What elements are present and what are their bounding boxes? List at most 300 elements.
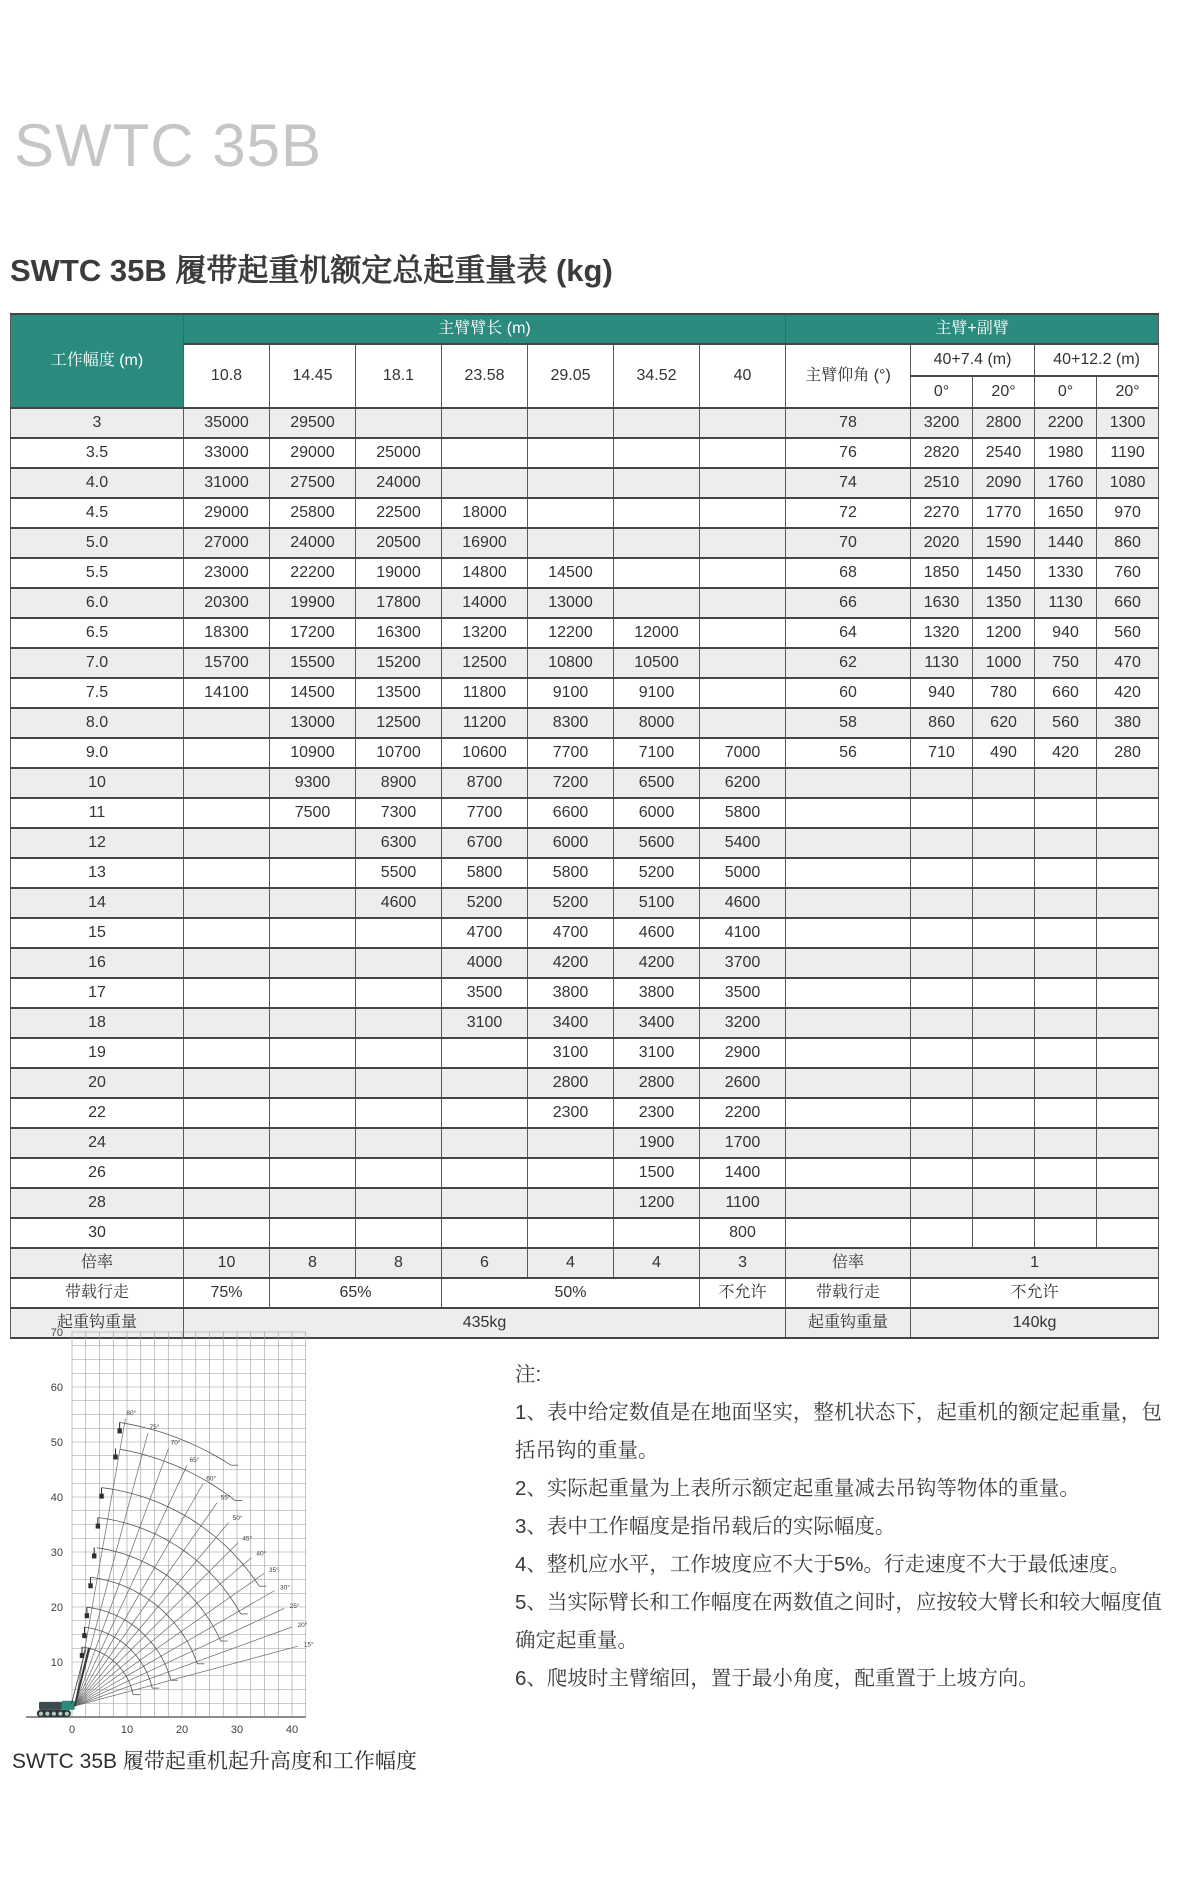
load-cell	[184, 858, 270, 888]
radius-cell: 12	[11, 828, 184, 858]
load-cell	[911, 858, 973, 888]
load-cell: 420	[1097, 678, 1159, 708]
radius-cell: 6.5	[11, 618, 184, 648]
load-cell: 660	[1035, 678, 1097, 708]
table-row	[11, 948, 1159, 978]
load-cell	[442, 1128, 528, 1158]
radius-cell: 11	[11, 798, 184, 828]
ratio-cell: 4	[528, 1248, 614, 1278]
load-cell	[442, 468, 528, 498]
load-cell: 560	[1035, 708, 1097, 738]
y-tick-label: 50	[50, 1437, 63, 1449]
load-cell	[614, 588, 700, 618]
load-cell: 6300	[356, 828, 442, 858]
load-cell	[614, 468, 700, 498]
load-cell: 750	[1035, 648, 1097, 678]
angle-cell	[786, 858, 911, 888]
load-cell: 710	[911, 738, 973, 768]
jib-group-header: 主臂+副臂	[786, 314, 1159, 344]
load-cell: 18300	[184, 618, 270, 648]
boom-angle-label: 35°	[268, 1567, 279, 1575]
boom-angle-line	[75, 1627, 292, 1706]
load-cell	[442, 1098, 528, 1128]
load-cell: 5500	[356, 858, 442, 888]
load-cell	[1035, 1098, 1097, 1128]
load-cell	[356, 918, 442, 948]
load-cell	[700, 558, 786, 588]
load-cell: 18000	[442, 498, 528, 528]
load-cell	[614, 1218, 700, 1248]
note-item: 6、爬坡时主臂缩回，置于最小角度，配重置于上坡方向。	[515, 1667, 1039, 1690]
load-cell: 2090	[973, 468, 1035, 498]
boom-angle-label: 50°	[232, 1514, 243, 1522]
load-cell	[1097, 1158, 1159, 1188]
load-cell	[356, 1038, 442, 1068]
radius-cell: 3.5	[11, 438, 184, 468]
load-cell: 12200	[528, 618, 614, 648]
angle-cell	[786, 1098, 911, 1128]
load-cell: 31000	[184, 468, 270, 498]
load-cell	[700, 648, 786, 678]
load-cell	[1035, 828, 1097, 858]
load-cell	[270, 948, 356, 978]
note-item: 5、当实际臂长和工作幅度在两数值之间时，应按较大臂长和较大幅度值确定起重量。	[515, 1591, 1162, 1652]
hook-icon	[99, 1494, 103, 1499]
angle-cell: 78	[786, 408, 911, 438]
load-cell	[184, 1008, 270, 1038]
load-cell	[356, 1008, 442, 1038]
jib-config-header: 40+12.2 (m)	[1035, 344, 1159, 376]
angle-cell: 60	[786, 678, 911, 708]
load-cell: 5100	[614, 888, 700, 918]
crane-wheel	[65, 1712, 69, 1716]
load-cell	[184, 1038, 270, 1068]
crane-wheel	[45, 1712, 49, 1716]
load-cell	[973, 948, 1035, 978]
load-cell: 5600	[614, 828, 700, 858]
load-cell: 7000	[700, 738, 786, 768]
load-cell	[911, 768, 973, 798]
load-cell: 1400	[700, 1158, 786, 1188]
load-cell: 13000	[528, 588, 614, 618]
load-cell	[1097, 1068, 1159, 1098]
load-cell	[1035, 948, 1097, 978]
load-cell: 2800	[528, 1068, 614, 1098]
load-cell: 5800	[700, 798, 786, 828]
load-cell	[1097, 858, 1159, 888]
load-cell: 17200	[270, 618, 356, 648]
load-cell: 490	[973, 738, 1035, 768]
load-cell: 15200	[356, 648, 442, 678]
crane-cab	[62, 1701, 75, 1710]
load-cell	[184, 738, 270, 768]
load-cell: 35000	[184, 408, 270, 438]
y-tick-label: 40	[50, 1492, 63, 1504]
load-cell: 3400	[614, 1008, 700, 1038]
load-cell	[1097, 798, 1159, 828]
travel-row	[11, 1278, 1159, 1308]
load-cell	[911, 978, 973, 1008]
radius-cell: 7.5	[11, 678, 184, 708]
boom-angle-label: 70°	[170, 1439, 181, 1447]
radius-cell: 17	[11, 978, 184, 1008]
radius-cell: 4.0	[11, 468, 184, 498]
load-cell	[442, 1038, 528, 1068]
load-cell: 1450	[973, 558, 1035, 588]
angle-cell: 62	[786, 648, 911, 678]
load-cell	[184, 1218, 270, 1248]
angle-cell: 76	[786, 438, 911, 468]
load-cell	[442, 408, 528, 438]
load-cell	[973, 828, 1035, 858]
radius-cell: 15	[11, 918, 184, 948]
load-cell: 11200	[442, 708, 528, 738]
y-tick-label: 30	[50, 1547, 63, 1559]
load-cell: 29000	[184, 498, 270, 528]
load-cell: 940	[911, 678, 973, 708]
load-cell: 8000	[614, 708, 700, 738]
load-cell: 380	[1097, 708, 1159, 738]
radius-cell: 19	[11, 1038, 184, 1068]
ratio-cell: 6	[442, 1248, 528, 1278]
table-row	[11, 828, 1159, 858]
load-cell: 3500	[442, 978, 528, 1008]
note-item: 2、实际起重量为上表所示额定起重量减去吊钩等物体的重量。	[515, 1477, 1080, 1500]
load-cell	[528, 438, 614, 468]
angle-cell: 70	[786, 528, 911, 558]
angle-cell	[786, 1068, 911, 1098]
load-cell: 1080	[1097, 468, 1159, 498]
boom-angle-label: 40°	[256, 1550, 267, 1558]
load-cell: 2200	[1035, 408, 1097, 438]
load-cell	[356, 1158, 442, 1188]
working-range-chart	[10, 1305, 470, 1743]
load-cell: 2300	[614, 1098, 700, 1128]
load-cell: 280	[1097, 738, 1159, 768]
load-cell	[1035, 918, 1097, 948]
load-cell	[973, 1098, 1035, 1128]
load-cell	[528, 468, 614, 498]
load-cell	[270, 1188, 356, 1218]
boom-length-header: 40	[700, 344, 786, 408]
load-cell: 7700	[442, 798, 528, 828]
load-cell	[1035, 1008, 1097, 1038]
load-cell	[528, 1128, 614, 1158]
load-cell: 7500	[270, 798, 356, 828]
load-cell	[1097, 1038, 1159, 1068]
load-cell	[356, 1188, 442, 1218]
ratio-label-right: 倍率	[786, 1248, 911, 1278]
load-cell: 6500	[614, 768, 700, 798]
note-item: 3、表中工作幅度是指吊载后的实际幅度。	[515, 1515, 896, 1538]
load-cell: 2900	[700, 1038, 786, 1068]
load-cell: 23000	[184, 558, 270, 588]
load-cell: 420	[1035, 738, 1097, 768]
load-cell	[973, 888, 1035, 918]
load-cell: 8900	[356, 768, 442, 798]
load-cell: 13200	[442, 618, 528, 648]
load-cell: 10900	[270, 738, 356, 768]
load-cell: 5200	[442, 888, 528, 918]
note-item: 1、表中给定数值是在地面坚实，整机状态下，起重机的额定起重量，包括吊钩的重量。	[515, 1401, 1162, 1462]
load-cell: 3800	[614, 978, 700, 1008]
load-cell: 1350	[973, 588, 1035, 618]
boom-length-header: 34.52	[614, 344, 700, 408]
table-row	[11, 1218, 1159, 1248]
load-cell	[973, 1008, 1035, 1038]
load-cell: 17800	[356, 588, 442, 618]
table-row	[11, 618, 1159, 648]
load-cell: 4100	[700, 918, 786, 948]
load-cell: 2510	[911, 468, 973, 498]
table-row	[11, 678, 1159, 708]
crane-body	[39, 1702, 62, 1710]
radius-cell: 30	[11, 1218, 184, 1248]
load-cell: 800	[700, 1218, 786, 1248]
boom-angle-header: 主臂仰角 (°)	[786, 344, 911, 408]
load-cell: 1760	[1035, 468, 1097, 498]
table-row	[11, 768, 1159, 798]
load-cell: 16300	[356, 618, 442, 648]
travel-cell-right: 不允许	[911, 1278, 1159, 1308]
load-cell: 7300	[356, 798, 442, 828]
load-cell	[973, 858, 1035, 888]
load-cell: 29500	[270, 408, 356, 438]
load-cell: 12500	[356, 708, 442, 738]
ratio-cell: 8	[356, 1248, 442, 1278]
table-row	[11, 978, 1159, 1008]
radius-cell: 14	[11, 888, 184, 918]
ratio-cell: 8	[270, 1248, 356, 1278]
table-row	[11, 1188, 1159, 1218]
y-tick-label: 70	[50, 1327, 63, 1339]
load-cell: 2800	[973, 408, 1035, 438]
load-cell: 24000	[270, 528, 356, 558]
table-row	[11, 858, 1159, 888]
load-cell	[356, 408, 442, 438]
load-cell: 5800	[528, 858, 614, 888]
load-cell	[184, 1158, 270, 1188]
model-watermark: SWTC 35B	[14, 112, 323, 179]
x-tick-label: 40	[285, 1724, 299, 1736]
notes	[515, 1356, 1170, 1698]
load-cell: 3100	[442, 1008, 528, 1038]
table-row	[11, 918, 1159, 948]
load-cell: 3100	[528, 1038, 614, 1068]
radius-cell: 18	[11, 1008, 184, 1038]
load-cell: 1440	[1035, 528, 1097, 558]
load-cell	[614, 408, 700, 438]
load-cell	[442, 438, 528, 468]
hook-icon	[117, 1428, 121, 1433]
load-cell	[270, 858, 356, 888]
load-cell	[1035, 1218, 1097, 1248]
load-cell	[1097, 828, 1159, 858]
load-cell: 1190	[1097, 438, 1159, 468]
load-cell	[973, 1068, 1035, 1098]
load-cell: 1200	[614, 1188, 700, 1218]
load-cell: 470	[1097, 648, 1159, 678]
load-cell	[184, 918, 270, 948]
radius-header: 工作幅度 (m)	[11, 314, 184, 408]
load-cell: 4200	[528, 948, 614, 978]
load-cell: 1650	[1035, 498, 1097, 528]
load-cell: 1000	[973, 648, 1035, 678]
load-cell: 760	[1097, 558, 1159, 588]
table-row	[11, 408, 1159, 438]
load-cell	[270, 978, 356, 1008]
load-cell: 9100	[528, 678, 614, 708]
load-cell: 14100	[184, 678, 270, 708]
angle-cell: 66	[786, 588, 911, 618]
load-cell: 1980	[1035, 438, 1097, 468]
load-cell	[184, 1188, 270, 1218]
load-cell: 4200	[614, 948, 700, 978]
travel-cell: 75%	[184, 1278, 270, 1308]
radius-cell: 7.0	[11, 648, 184, 678]
table-row	[11, 888, 1159, 918]
angle-cell: 64	[786, 618, 911, 648]
load-cell: 7700	[528, 738, 614, 768]
load-cell	[700, 588, 786, 618]
load-cell	[614, 438, 700, 468]
load-cell: 24000	[356, 468, 442, 498]
travel-label-right: 带载行走	[786, 1278, 911, 1308]
load-cell	[973, 798, 1035, 828]
hook-cell-right: 140kg	[911, 1308, 1159, 1338]
load-cell: 1100	[700, 1188, 786, 1218]
load-cell: 6000	[614, 798, 700, 828]
boom-angle-label: 15°	[303, 1641, 314, 1649]
angle-cell: 74	[786, 468, 911, 498]
angle-cell	[786, 1008, 911, 1038]
angle-cell	[786, 948, 911, 978]
load-cell: 22200	[270, 558, 356, 588]
load-cell: 4700	[528, 918, 614, 948]
load-cell: 2820	[911, 438, 973, 468]
load-cell: 14500	[528, 558, 614, 588]
load-cell	[528, 408, 614, 438]
load-cell	[973, 1128, 1035, 1158]
load-cell	[270, 828, 356, 858]
travel-cell: 65%	[270, 1278, 442, 1308]
load-cell	[700, 618, 786, 648]
table-row	[11, 468, 1159, 498]
load-cell	[1035, 1068, 1097, 1098]
load-cell: 10700	[356, 738, 442, 768]
load-cell	[614, 558, 700, 588]
table-row	[11, 528, 1159, 558]
load-cell	[270, 918, 356, 948]
load-cell: 13000	[270, 708, 356, 738]
load-cell: 1130	[911, 648, 973, 678]
load-cell	[700, 438, 786, 468]
ratio-label: 倍率	[11, 1248, 184, 1278]
jib-angle-header: 20°	[973, 376, 1035, 408]
load-cell: 3200	[911, 408, 973, 438]
load-cell: 25800	[270, 498, 356, 528]
load-cell: 7100	[614, 738, 700, 768]
angle-cell	[786, 768, 911, 798]
load-cell: 2200	[700, 1098, 786, 1128]
boom-length-header: 14.45	[270, 344, 356, 408]
load-cell: 1200	[973, 618, 1035, 648]
load-cell	[184, 708, 270, 738]
boom-length-header: 23.58	[442, 344, 528, 408]
load-cell: 1700	[700, 1128, 786, 1158]
table-row	[11, 648, 1159, 678]
table-row	[11, 798, 1159, 828]
load-cell: 6700	[442, 828, 528, 858]
load-cell: 780	[973, 678, 1035, 708]
radius-cell: 5.5	[11, 558, 184, 588]
load-cell	[442, 1068, 528, 1098]
load-cell: 1130	[1035, 588, 1097, 618]
ratio-row	[11, 1248, 1159, 1278]
angle-cell: 68	[786, 558, 911, 588]
load-cell	[184, 1098, 270, 1128]
x-tick-label: 0	[68, 1724, 76, 1736]
y-tick-label: 60	[50, 1382, 63, 1394]
load-cell	[184, 888, 270, 918]
load-cell: 12500	[442, 648, 528, 678]
load-cell	[356, 978, 442, 1008]
load-cell: 8300	[528, 708, 614, 738]
load-cell	[1097, 1008, 1159, 1038]
load-cell: 19900	[270, 588, 356, 618]
x-tick-label: 10	[120, 1724, 134, 1736]
load-cell: 860	[1097, 528, 1159, 558]
load-cell	[270, 1068, 356, 1098]
load-cell	[911, 1098, 973, 1128]
boom-angle-label: 45°	[242, 1535, 253, 1543]
ratio-cell: 4	[614, 1248, 700, 1278]
load-cell: 10600	[442, 738, 528, 768]
hook-icon	[113, 1455, 117, 1460]
load-cell: 2020	[911, 528, 973, 558]
load-cell: 6200	[700, 768, 786, 798]
angle-cell: 56	[786, 738, 911, 768]
y-tick-label: 20	[50, 1602, 63, 1614]
load-cell	[1097, 1128, 1159, 1158]
hook-icon	[85, 1613, 89, 1618]
load-cell: 860	[911, 708, 973, 738]
radius-cell: 10	[11, 768, 184, 798]
load-cell: 5200	[614, 858, 700, 888]
load-cell	[442, 1188, 528, 1218]
table-row	[11, 1128, 1159, 1158]
angle-cell	[786, 1158, 911, 1188]
table-row	[11, 438, 1159, 468]
load-cell: 27500	[270, 468, 356, 498]
hook-label: 起重钩重量	[11, 1308, 184, 1338]
radius-cell: 9.0	[11, 738, 184, 768]
load-cell: 10800	[528, 648, 614, 678]
notes-title: 注:	[515, 1363, 542, 1386]
hook-icon	[92, 1553, 96, 1558]
load-cell	[356, 1128, 442, 1158]
angle-cell	[786, 1128, 911, 1158]
load-cell: 3700	[700, 948, 786, 978]
load-cell	[911, 1038, 973, 1068]
load-cell: 8700	[442, 768, 528, 798]
table-row	[11, 1098, 1159, 1128]
load-cell: 4700	[442, 918, 528, 948]
load-cell	[700, 408, 786, 438]
load-cell: 13500	[356, 678, 442, 708]
load-cell	[911, 918, 973, 948]
load-cell: 5800	[442, 858, 528, 888]
